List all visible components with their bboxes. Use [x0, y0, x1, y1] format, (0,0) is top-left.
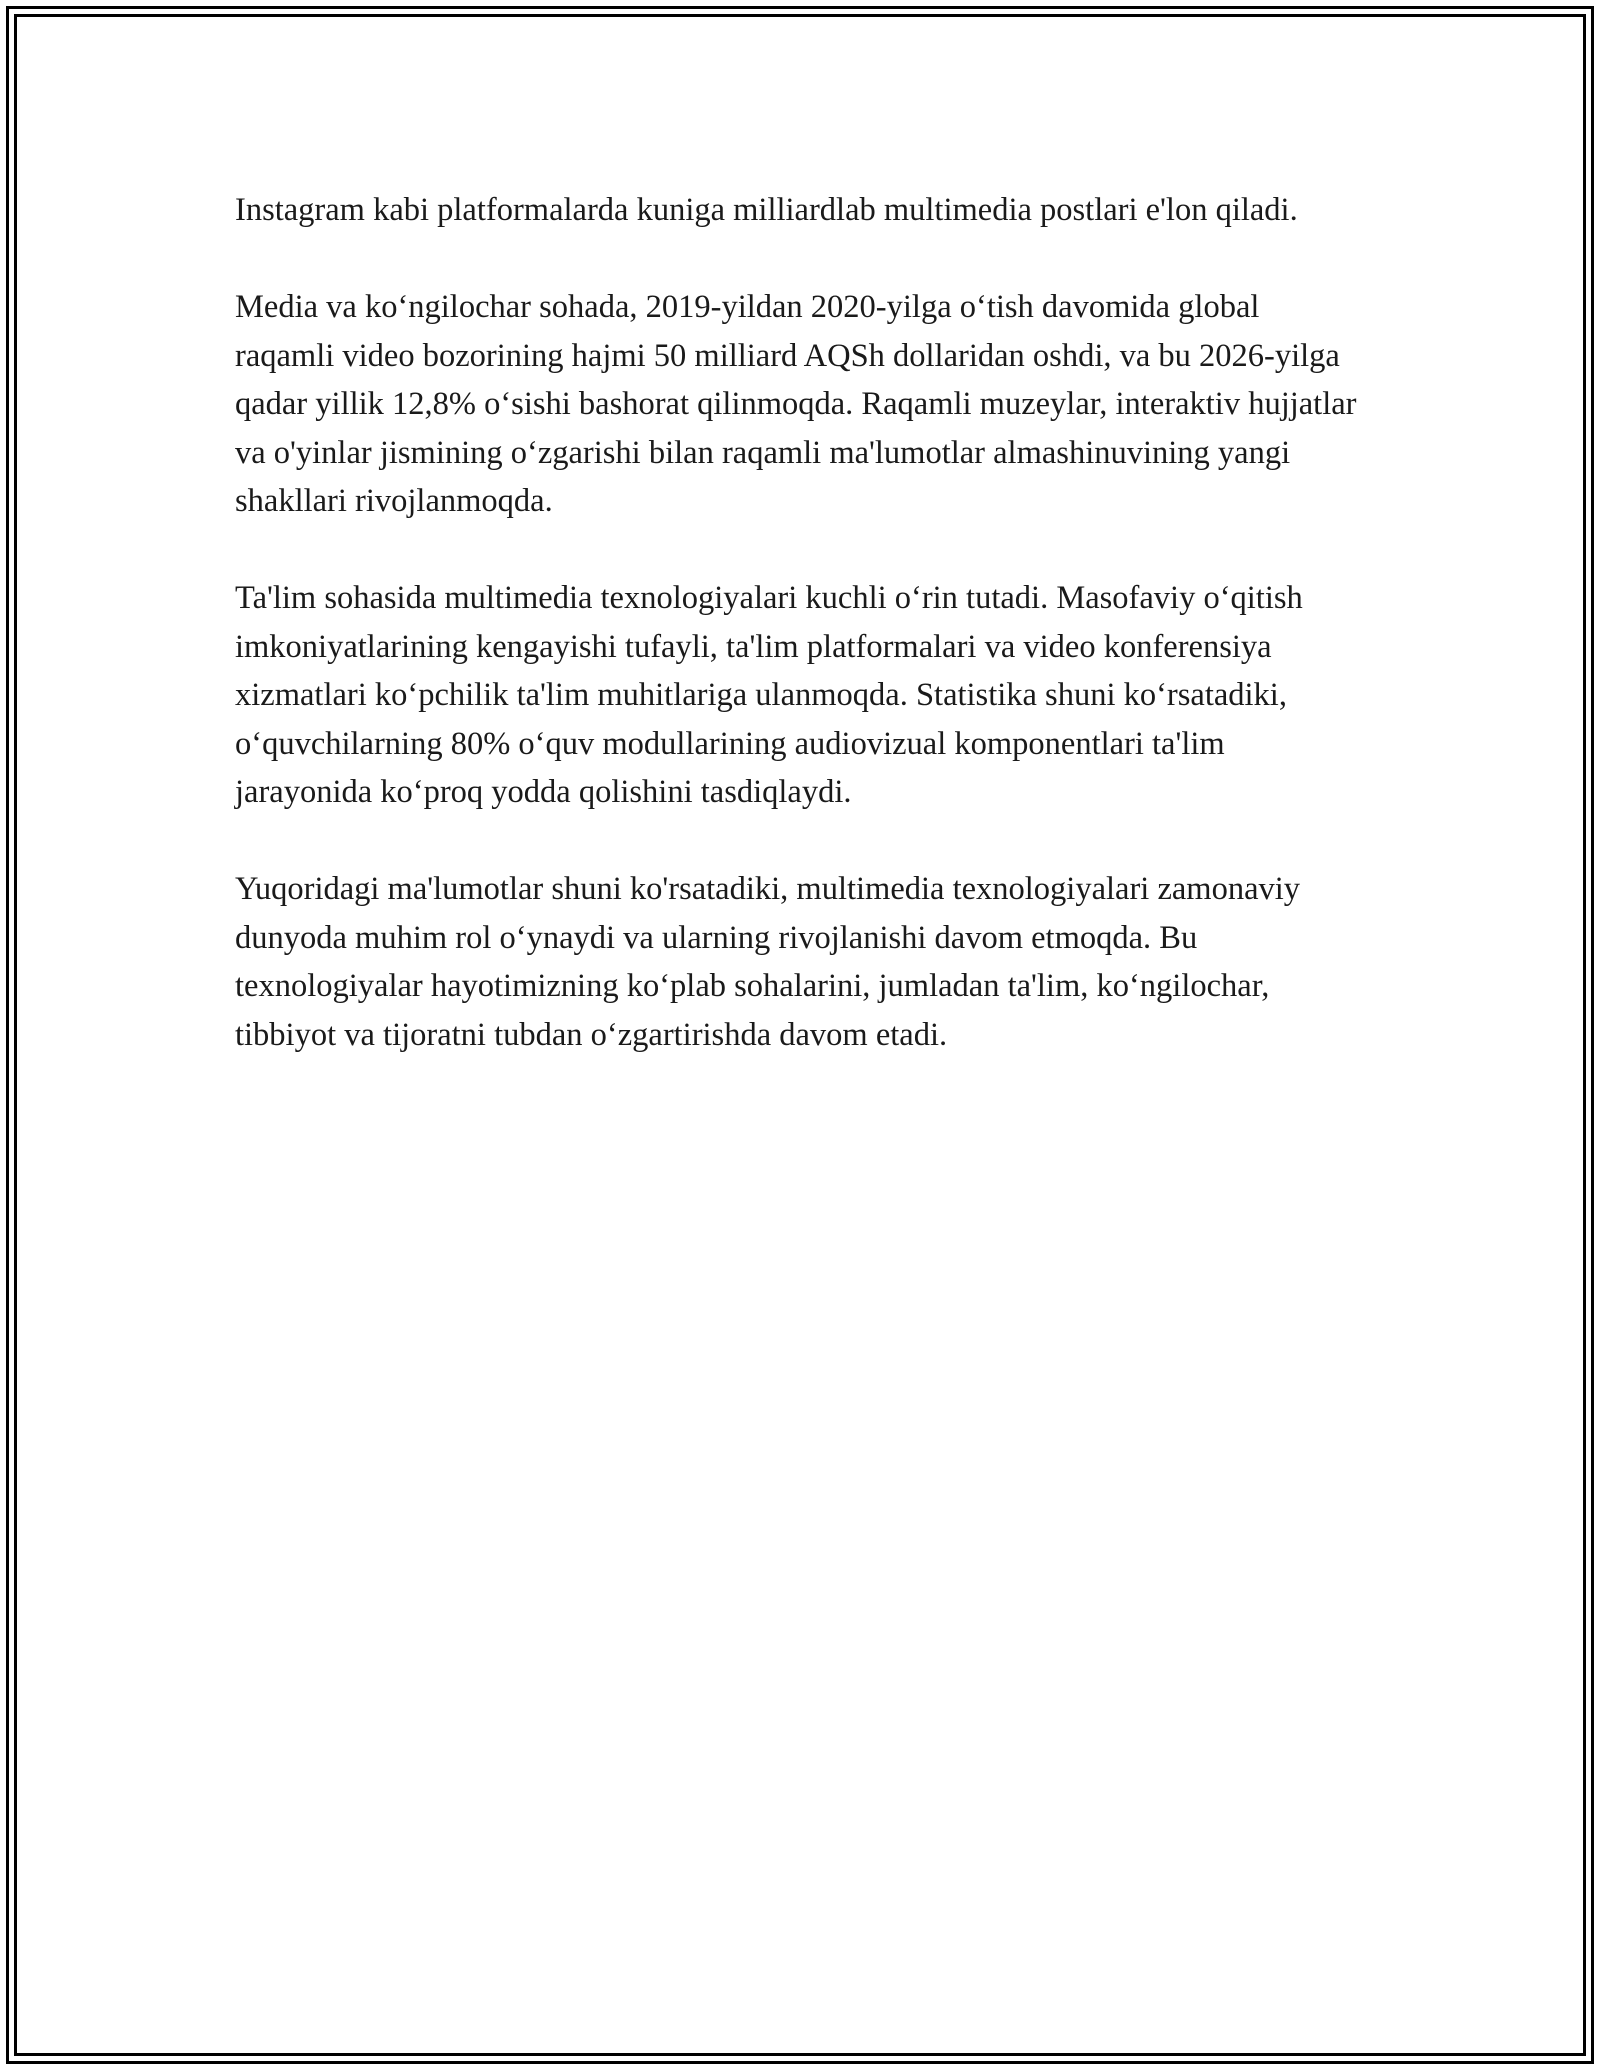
paragraph-education: Ta'lim sohasida multimedia texnologiyalari kuchli oʻrin tutadi. Masofaviy oʻqitish imkoniyatlarining kengayishi tufayli, ta'lim platformalari va video konferensiya xizmatlari koʻpchilik ta'lim muhitlariga ulanmoqda. Statistika shuni koʻrsatadiki, oʻquvchilarning 80% oʻquv modullarining audiovizual komponentlari ta'lim jarayonida koʻproq yodda qolishini tasdiqlaydi.: [235, 580, 1303, 810]
document-body: [235, 186, 1365, 1108]
paragraph-conclusion: Yuqoridagi ma'lumotlar shuni ko'rsatadiki, multimedia texnologiyalari zamonaviy dunyoda muhim rol oʻynaydi va ularning rivojlanishi davom etmoqda. Bu texnologiyalar hayotimizning koʻplab sohalarini, jumladan ta'lim, koʻngilochar, tibbiyot va tijoratni tubdan oʻzgartirishda davom etadi.: [235, 871, 1301, 1053]
paragraph-media-entertainment: Media va koʻngilochar sohada, 2019-yildan 2020-yilga oʻtish davomida global raqamli video bozorining hajmi 50 milliard AQSh dollaridan oshdi, va bu 2026-yilga qadar yillik 12,8% oʻsishi bashorat qilinmoqda. Raqamli muzeylar, interaktiv hujjatlar va o'yinlar jismining oʻzgarishi bilan raqamli ma'lumotlar almashinuvining yangi shakllari rivojlanmoqda.: [235, 289, 1357, 519]
paragraph-instagram: Instagram kabi platformalarda kuniga milliardlab multimedia postlari e'lon qiladi.: [235, 192, 1298, 228]
